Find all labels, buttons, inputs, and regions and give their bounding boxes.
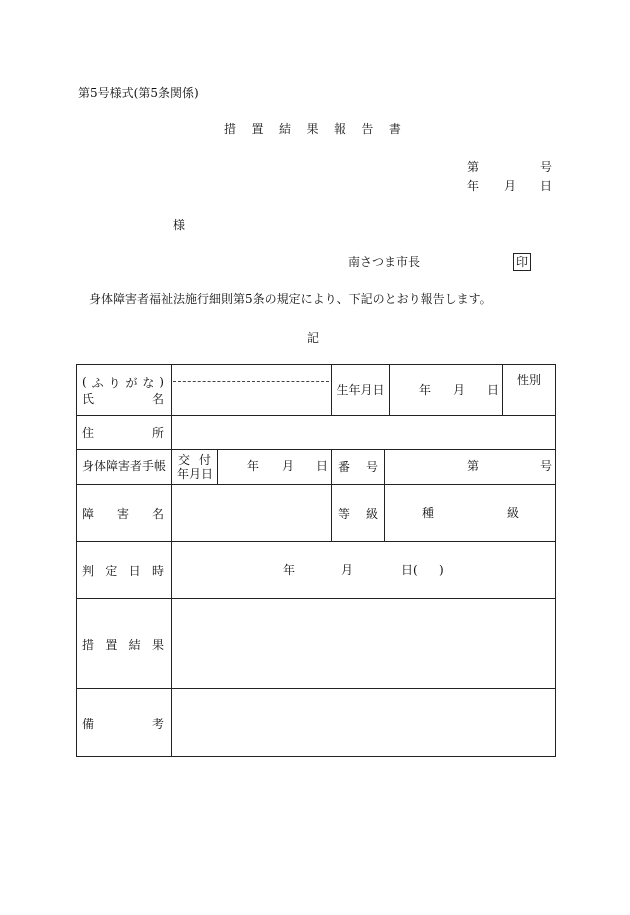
statement-text: 身体障害者福祉法施行細則第5条の規定により、下記のとおり報告します。 <box>89 292 492 306</box>
table-border-top <box>76 364 556 365</box>
furigana-dashed-line <box>173 381 329 382</box>
form-number: 第5号様式(第5条関係) <box>78 86 199 100</box>
table-line <box>171 364 172 757</box>
table-line <box>76 541 556 542</box>
table-line <box>76 415 556 416</box>
date-day: 日 <box>540 179 553 193</box>
remarks-label: 備 考 <box>82 716 164 731</box>
issue-date-label: 年月日 <box>177 467 214 481</box>
table-border-right <box>555 364 556 757</box>
issue-month: 月 <box>282 459 295 473</box>
title-char: 結 <box>278 121 291 136</box>
disability-label: 障 害 名 <box>82 506 164 521</box>
handbook-label: 身体障害者手帳 <box>82 459 167 473</box>
issue-year: 年 <box>247 459 260 473</box>
table-line <box>76 484 556 485</box>
doc-number-suffix: 号 <box>540 160 553 174</box>
birth-day: 日 <box>487 383 500 397</box>
judgment-paren-close: ) <box>439 563 444 577</box>
judgment-year: 年 <box>283 563 296 577</box>
doc-number-prefix: 第 <box>467 160 480 174</box>
result-label: 措 置 結 果 <box>82 637 164 652</box>
table-line <box>76 598 556 599</box>
address-label: 住 所 <box>82 425 164 440</box>
birth-month: 月 <box>453 383 466 397</box>
number-suffix: 号 <box>540 459 553 473</box>
addressee-honorific: 様 <box>173 218 186 232</box>
title-char: 告 <box>361 121 374 136</box>
title-char: 果 <box>306 121 319 136</box>
table-border-bottom <box>76 756 556 757</box>
number-label: 番 号 <box>338 459 378 474</box>
name-label: 氏 名 <box>82 391 164 406</box>
table-border-left <box>76 364 77 757</box>
number-prefix: 第 <box>467 459 480 473</box>
judgment-day: 日( <box>401 563 418 577</box>
table-line <box>331 449 332 541</box>
judgment-month: 月 <box>341 563 354 577</box>
date-year: 年 <box>467 179 480 193</box>
title-char: 書 <box>388 121 401 136</box>
grade-type: 種 <box>422 506 435 520</box>
birthdate-label: 生年月日 <box>336 382 385 397</box>
seal-mark: 印 <box>513 253 531 271</box>
sex-label: 性別 <box>517 373 542 387</box>
ki-mark: 記 <box>307 331 320 345</box>
judgment-label: 判 定 日 時 <box>82 563 164 578</box>
table-line <box>384 449 385 541</box>
title-char: 置 <box>251 121 264 136</box>
date-month: 月 <box>504 179 517 193</box>
title-char: 措 <box>224 121 237 136</box>
grade-label: 等 級 <box>338 506 378 521</box>
sender-name: 南さつま市長 <box>348 255 421 269</box>
birth-year: 年 <box>419 383 432 397</box>
grade-level: 級 <box>507 506 520 520</box>
table-line <box>76 688 556 689</box>
table-line <box>217 449 218 484</box>
issue-label: 交 付 <box>178 452 211 467</box>
furigana-label: ( ふ り が な ) <box>82 375 164 390</box>
document-title <box>224 121 401 135</box>
table-line <box>76 449 556 450</box>
table-line <box>389 364 390 415</box>
issue-day: 日 <box>316 459 329 473</box>
table-line <box>502 364 503 415</box>
title-char: 報 <box>333 121 346 136</box>
